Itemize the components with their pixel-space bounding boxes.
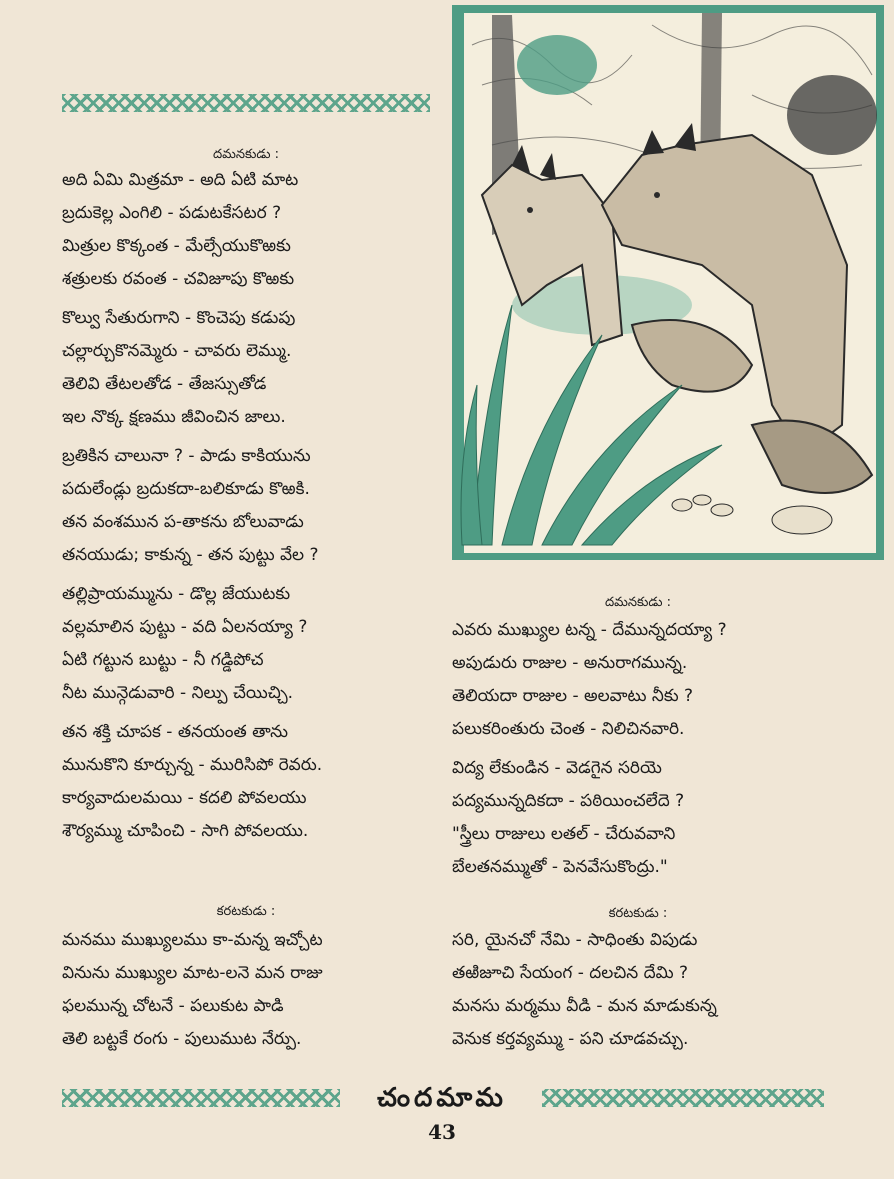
- right-verse-1: [452, 620, 727, 890]
- verse-line: మునుకొని కూర్చున్న - మురిసిపో రెవరు.: [62, 755, 323, 775]
- verse-line: శత్రులకు రవంత - చవిజూపు కొఱకు: [62, 269, 295, 289]
- verse-line: బేలతనమ్ముతో - పెనవేసుకొంద్రు.": [452, 857, 668, 877]
- verse-line: కొల్వు సేతురుగాని - కొంచెపు కడుపు: [62, 308, 296, 328]
- verse-line: తన వంశమున ప-తాకను బోలువాడు: [62, 512, 304, 532]
- verse-line: మనసు మర్మము వీడి - మన మాడుకున్న: [452, 996, 717, 1016]
- verse-line: ఎవరు ముఖ్యుల టన్న - దేమున్నదయ్యా ?: [452, 620, 727, 640]
- speaker-label: కరటకుడు :: [608, 906, 668, 921]
- footer-border-left: [62, 1089, 340, 1107]
- verse-line: ఇల నొక్క క్షణము జీవించిన జాలు.: [62, 407, 286, 427]
- verse-line: వెనుక కర్తవ్యమ్ము - పని చూడవచ్చు.: [452, 1029, 689, 1049]
- verse-line: మనము ముఖ్యులము కా-మన్న ఇచ్చోట: [62, 930, 323, 950]
- verse-line: వినును ముఖ్యుల మాట-లనె మన రాజు: [62, 963, 323, 983]
- verse-line: నీట మున్గెడువారి - నిల్పు చేయిచ్చి.: [62, 683, 294, 703]
- verse-line: అపుడురు రాజుల - అనురాగమున్న.: [452, 653, 688, 673]
- verse-line: కార్యవాదులమయి - కదలి పోవలయు: [62, 788, 307, 808]
- speaker-label: దమనకుడు :: [213, 147, 279, 162]
- verse-line: ఫలమున్న చోటనే - పలుకుట పాడి: [62, 996, 284, 1016]
- magazine-title: చందమామ: [377, 1083, 507, 1113]
- two-jackals-icon: [452, 5, 884, 560]
- verse-line: విద్య లేకుండిన - వెడగైన సరియె: [452, 758, 662, 778]
- right-verse-2: [452, 930, 717, 1062]
- left-verse-2: [62, 930, 323, 1062]
- verse-line: పలుకరింతురు చెంత - నిలిచినవారి.: [452, 719, 685, 739]
- verse-line: "స్త్రీలు రాజులు లతల్ - చేరువవాని: [452, 824, 676, 844]
- speaker-label: కరటకుడు :: [216, 904, 276, 919]
- page-number: 43: [428, 1120, 456, 1144]
- verse-line: పద్యమున్నదికదా - పఠియించలేదె ?: [452, 791, 685, 811]
- verse-line: బ్రతికిన చాలునా ? - పాడు కాకియును: [62, 446, 311, 466]
- verse-line: అది ఏమి మిత్రమా - అది ఏటి మాట: [62, 170, 299, 190]
- verse-line: మిత్రుల కొక్కంత - మేల్సేయుకొఱకు: [62, 236, 291, 256]
- verse-line: తల్లిప్రాయమ్మును - డొల్ల జేయుటకు: [62, 584, 291, 604]
- jackals-illustration: [452, 5, 884, 560]
- verse-line: తనయుడు; కాకున్న - తన పుట్టు వేల ?: [62, 545, 319, 565]
- verse-line: శౌర్యమ్ము చూపించి - సాగి పోవలయు.: [62, 821, 309, 841]
- left-verse-1: [62, 170, 322, 854]
- footer-border-right: [542, 1089, 824, 1107]
- verse-line: చల్లార్చుకొనమ్మెరు - చావరు లెమ్ము.: [62, 341, 292, 361]
- speaker-label: దమనకుడు :: [605, 595, 671, 610]
- verse-line: బ్రదుకెల్ల ఎంగిలి - పడుటకేసటర ?: [62, 203, 282, 223]
- verse-line: తన శక్తి చూపక - తనయంత తాను: [62, 722, 288, 742]
- top-border: [62, 94, 430, 112]
- verse-line: వల్లమాలిన పుట్టు - వది ఏలనయ్యా ?: [62, 617, 308, 637]
- verse-line: సరి, యైనచో నేమి - సాధింతు విపుడు: [452, 930, 698, 950]
- verse-line: తెలి బట్టకే రంగు - పులుముట నేర్పు.: [62, 1029, 302, 1049]
- verse-line: తెలియదా రాజుల - అలవాటు నీకు ?: [452, 686, 694, 706]
- verse-line: తెలివి తేటలతోడ - తేజస్సుతోడ: [62, 374, 267, 394]
- verse-line: తఱిజూచి సేయంగ - దలచిన దేమి ?: [452, 963, 689, 983]
- verse-line: పదులేండ్లు బ్రదుకదా-బలికూడు కొఱకి.: [62, 479, 310, 499]
- verse-line: ఏటి గట్టున బుట్టు - నీ గడ్డిపోచ: [62, 650, 264, 670]
